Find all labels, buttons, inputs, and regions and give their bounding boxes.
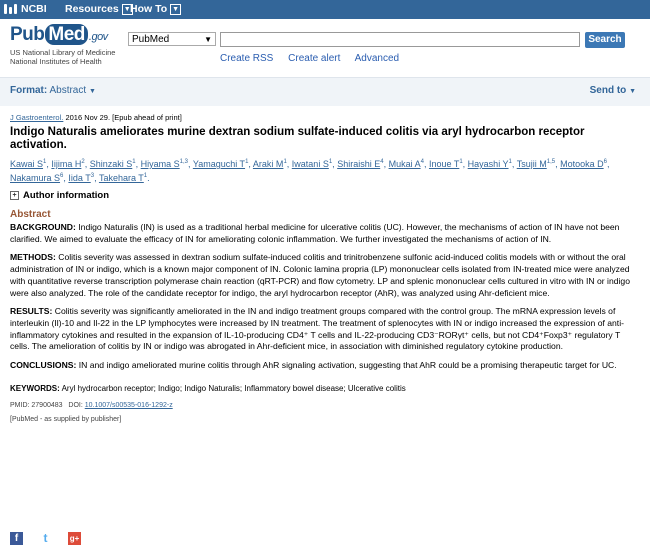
plus-icon: + (10, 191, 19, 200)
author-affiliation: 2 (81, 159, 85, 165)
author-affiliation: 1,5 (546, 159, 556, 165)
section-label: RESULTS: (10, 306, 53, 317)
author-affiliation: 3 (90, 173, 95, 179)
nlm-line2: National Institutes of Health (10, 57, 102, 66)
keywords-label: KEYWORDS: (10, 383, 60, 393)
search-sublinks (220, 53, 411, 64)
citation-date: 2016 Nov 29. [Epub ahead of print] (63, 113, 182, 122)
abstract-sections (10, 222, 638, 372)
format-menu[interactable] (10, 85, 96, 96)
author-information-label: Author information (23, 190, 110, 201)
caret-down-icon: ▼ (629, 88, 636, 95)
author-affiliation: 1,3 (179, 159, 189, 165)
advanced-search-link[interactable]: Advanced (354, 53, 400, 64)
citation (10, 113, 638, 122)
author-affiliation: 6 (603, 159, 607, 165)
section-text: Colitis severity was significantly ameliorated in the IN and indigo treatment groups compared with the control group. The mRNA expression levels of interleukin (Il)-10 and Il-22 in the LP lymphocytes were increased by IN treatment. The treatment of splenocytes with IN or indigo increased the expression of anti-inflammatory cytokines and resulted in the expansion of IL-10-producing CD4⁺ T cells and IL-22-producing CD3⁻RORγt⁺ cells, but not CD4⁺Foxp3⁺ regulatory T cells. The amelioration of colitis by IN or indigo was abrogated in Ahr-deficient mice, in association with diminished regulatory cytokine production. (10, 306, 624, 352)
nlm-line1: US National Library of Medicine (10, 48, 116, 57)
author-link[interactable]: Iida T (68, 173, 91, 183)
social-share (10, 532, 81, 545)
author-affiliation: 1 (328, 159, 333, 165)
author-link[interactable]: Iijima H (51, 159, 82, 169)
author-affiliation: 1 (245, 159, 249, 165)
abstract-heading: Abstract (10, 209, 51, 220)
resources-label: Resources (65, 3, 119, 15)
author-affiliation: 1 (132, 159, 136, 165)
supplied-note: [PubMed - as supplied by publisher] (10, 415, 122, 423)
send-to-label: Send to (589, 85, 627, 96)
journal-link[interactable]: J Gastroenterol. (10, 113, 64, 122)
author-affiliation: 1 (143, 173, 148, 179)
pmid: PMID: 27900483 (10, 401, 63, 409)
author-link[interactable]: Motooka D (560, 159, 604, 169)
article-content (10, 113, 638, 423)
keywords (10, 384, 638, 393)
facebook-icon[interactable]: f (10, 532, 23, 545)
author-link[interactable]: Hayashi Y (467, 159, 509, 169)
chevron-down-icon: ▼ (204, 35, 212, 44)
chevron-down-icon: ▼ (122, 4, 133, 15)
ncbi-logo-icon (4, 3, 18, 15)
abstract-section (10, 222, 638, 245)
create-rss-link[interactable]: Create RSS (220, 53, 274, 64)
logo-pub-text: Pub (10, 24, 45, 45)
section-text: Indigo Naturalis (IN) is used as a traditional herbal medicine for ulcerative colitis (UC). However, the mechanisms of action of IN have not been clarified. We aimed to evaluate the efficacy of IN for ameliorating colonic inflammation. We further investigated the mechanisms of action of IN. (10, 222, 620, 244)
author-link[interactable]: Mukai A (388, 159, 421, 169)
section-label: CONCLUSIONS: (10, 360, 77, 371)
author-affiliation: 1 (283, 159, 287, 165)
author-link[interactable]: Takehara T (98, 173, 144, 183)
logo-gov-text: .gov (88, 31, 108, 43)
section-text: Colitis severity was assessed in dextran sodium sulfate-induced colitis and trinitrobenzene sulfonic acid-induced colitis models with or without the oral administration of IN or indigo, which is a known major component of IN. Colonic lamina propria (LP) mononuclear cells isolated from IN-treated mice were analyzed with quantitative reverse transcription polymerase chain reaction (qRT-PCR) and flow cytometry. LP and splenic mononuclear cells cultured in vitro with IN or indigo were also analyzed. The role of the candidate receptor for indigo, the aryl hydrocarbon receptor (AhR), was analyzed using Ahr-deficient mice. (10, 252, 630, 298)
author-information-toggle[interactable] (10, 190, 638, 201)
author-link[interactable]: Inoue T (428, 159, 460, 169)
author-link[interactable]: Yamaguchi T (192, 159, 246, 169)
database-select[interactable] (128, 32, 216, 46)
send-to-menu[interactable] (590, 85, 636, 96)
author-link[interactable]: Tsujii M (516, 159, 547, 169)
chevron-down-icon: ▼ (170, 4, 181, 15)
abstract-section (10, 306, 638, 353)
author-link[interactable]: Araki M (252, 159, 284, 169)
author-affiliation: 4 (420, 159, 424, 165)
database-select-value: PubMed (132, 34, 170, 45)
author-affiliation: 1 (43, 159, 47, 165)
abstract-section (10, 360, 638, 372)
logo-med-text: Med (45, 24, 88, 45)
author-link[interactable]: Iwatani S (291, 159, 329, 169)
article-title: Indigo Naturalis ameliorates murine dextran sodium sulfate-induced colitis via aryl hydrocarbon receptor activation. (10, 126, 585, 151)
section-label: METHODS: (10, 252, 56, 263)
twitter-icon[interactable]: t (39, 532, 52, 545)
author-affiliation: 1 (508, 159, 512, 165)
author-link[interactable]: Nakamura S (10, 173, 61, 183)
caret-down-icon: ▼ (88, 88, 96, 95)
section-text: IN and indigo ameliorated murine colitis through AhR signaling activation, suggesting that AhR could be a promising therapeutic target for UC. (76, 360, 617, 371)
doi-label: DOI: (68, 401, 83, 409)
identifiers (10, 402, 638, 409)
author-link[interactable]: Kawai S (10, 159, 44, 169)
format-value: Abstract (49, 85, 87, 96)
author-link[interactable]: Shiraishi E (337, 159, 381, 169)
google-plus-icon[interactable]: g+ (69, 534, 80, 543)
format-label: Format: (10, 85, 48, 96)
author-link[interactable]: Shinzaki S (89, 159, 133, 169)
create-alert-link[interactable]: Create alert (288, 53, 341, 64)
author-affiliation: 6 (60, 173, 64, 179)
section-label: BACKGROUND: (10, 222, 76, 232)
ncbi-brand: NCBI (21, 3, 47, 15)
howto-label: How To (130, 3, 168, 15)
resources-menu[interactable] (65, 3, 133, 15)
howto-menu[interactable] (130, 3, 181, 15)
search-input[interactable] (220, 32, 580, 47)
ncbi-home-link[interactable] (4, 3, 47, 15)
ncbi-top-bar (0, 0, 650, 19)
keywords-value: Aryl hydrocarbon receptor; Indigo; Indigo Naturalis; Inflammatory bowel disease; Ulcerative colitis (59, 383, 406, 393)
author-link[interactable]: Hiyama S (140, 159, 180, 169)
author-list: Kawai $S^1$, Iijima $H^2$, Shinzaki $S^1$, Hiyama S$^{1,3}$, Yamaguchi $T^1$, Araki $M^1$, Iwatani $S^1$, Shiraishi $E^4$, Mukai $A^4$, Inoue $T^1$, Hayashi $Y^1$, Tsujii M$^{1,5}$, Motooka $D^6$, Nakamura $S^6$, Iida $T^3$, Takehara $T^1$. (10, 159, 610, 183)
search-button[interactable]: Search (585, 32, 625, 48)
nlm-caption (10, 48, 115, 66)
format-bar (0, 77, 650, 106)
author-affiliation: 4 (380, 159, 384, 165)
pubmed-logo[interactable] (10, 24, 108, 46)
abstract-section (10, 252, 638, 299)
pubmed-header (0, 19, 650, 69)
author-affiliation: 1 (459, 159, 463, 165)
doi-link[interactable]: 10.1007/s00535-016-1292-z (84, 401, 173, 409)
